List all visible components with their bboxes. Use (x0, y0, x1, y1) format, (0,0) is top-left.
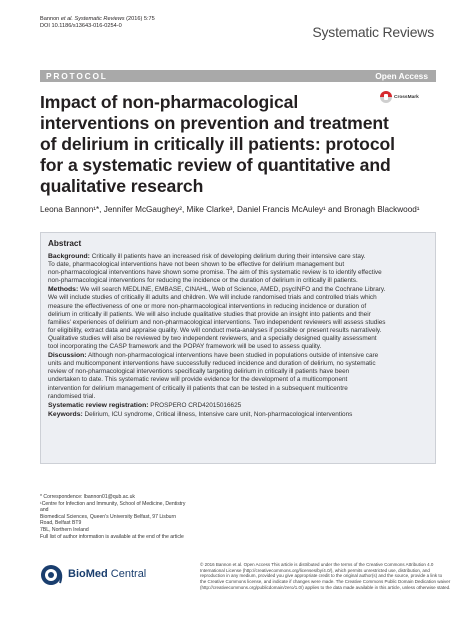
citation-journal: et al. Systematic Reviews (60, 16, 125, 22)
background-text: Critically ill patients have an increased risk of developing delirium during their intensive care stay. (89, 253, 366, 260)
abstract-keywords (48, 411, 430, 419)
background-text: non-pharmacological interventions have shown some promise. The aim of this systematic review is to identify effective (48, 269, 382, 277)
methods-text: families' experiences of delirium and non-pharmacological interventions. Two independent reviewers will assess studies (48, 318, 386, 326)
abstract-body (48, 253, 430, 420)
biomed-central-logo-icon (40, 563, 66, 587)
journal-name: Systematic Reviews (312, 24, 434, 40)
keywords-label: Keywords: (48, 410, 83, 418)
discussion-text: intervention for delirium management of critically ill patients that can be tested in a subsequent multicentre (48, 384, 348, 392)
methods-text: delirium in critically ill patients. We will also include qualitative studies that provide an insight into patients and their (48, 310, 371, 318)
article-type-banner (40, 70, 436, 82)
license-line: International License (http://creativecommons.org/licenses/by/4.0/), which permits unrestricted use, distribution, and (200, 567, 430, 573)
discussion-text: undertaken to date. This systematic review will provide evidence for the development of a multicomponent (48, 376, 348, 384)
citation-authors: Bannon (40, 16, 61, 22)
author-list: Leona Bannon¹*, Jennifer McGaughey², Mike Clarke³, Daniel Francis McAuley¹ and Bronagh Blackwood¹ (40, 205, 420, 214)
publisher-name-regular: Central (107, 568, 147, 580)
abstract-box (40, 232, 436, 464)
methods-text: tool incorporating the CASP framework and the POPAY framework will be used to assess quality. (48, 343, 322, 351)
footnotes (40, 494, 190, 540)
abstract-methods (48, 286, 430, 351)
methods-text: We will search MEDLINE, EMBASE, CINAHL, Web of Science, AMED, psycINFO and the Cochrane Library. (78, 286, 386, 294)
registration-id: PROSPERO CRD42015016625 (148, 401, 242, 409)
citation-line-1 (40, 16, 155, 23)
affiliation-line: 7BL, Northern Ireland (40, 526, 89, 533)
open-access-label: Open Access (375, 71, 428, 81)
methods-label: Methods: (48, 286, 79, 294)
background-label: Background: (48, 253, 90, 260)
methods-text: Qualitative studies will also be reviewed by two independent reviewers, and a specially designed quality assessment (48, 334, 377, 342)
crossmark-label: CrossMark (394, 94, 419, 100)
license-line: reproduction in any medium, provided you give appropriate credit to the original author(s) and the source, provide a link to (200, 573, 443, 579)
affiliation-line: ¹Centre for Infection and Immunity, School of Medicine, Dentistry and (40, 500, 186, 514)
keywords-text: Delirium, ICU syndrome, Critical illness, Intensive care unit, Non-pharmacological interventions (82, 410, 353, 418)
discussion-text: units and multicomponent interventions have successfully reduced incidence and duration of delirium, no systematic (48, 360, 376, 368)
crossmark-icon (380, 91, 392, 103)
discussion-text: randomised trial. (48, 392, 96, 400)
citation-volume: (2016) 5:75 (124, 16, 155, 22)
publisher-name-bold: BioMed (68, 568, 108, 580)
title-line: Impact of non-pharmacological (40, 92, 299, 112)
abstract-heading: Abstract (48, 239, 82, 248)
background-text: To date, pharmacological interventions have not been shown to be effective for delirium management but (48, 261, 345, 269)
publisher-name (68, 568, 146, 580)
abstract-discussion (48, 352, 430, 401)
license-line: (http://creativecommons.org/publicdomain/zero/1.0/) applies to the data made available in this article, unless otherwise stated. (200, 584, 451, 590)
affiliation-line: Biomedical Sciences, Queen's University Belfast, 97 Lisburn Road, Belfast BT9 (40, 513, 177, 527)
article-type-label: PROTOCOL (46, 71, 108, 81)
crossmark-badge[interactable] (380, 91, 419, 103)
methods-text: We will include studies of critically ill adults and children. We will include randomised trials and controlled trials which (48, 294, 377, 302)
abstract-registration (48, 402, 430, 410)
discussion-text: Although non-pharmacological interventions have been studied in populations outside of intensive care (86, 352, 379, 360)
abstract-background (48, 253, 430, 285)
title-line: interventions on prevention and treatment (40, 113, 389, 133)
license-line: © 2016 Bannon et al. Open Access This article is distributed under the terms of the Creative Commons Attribution 4.0 (200, 562, 434, 567)
author-info-note: Full list of author information is available at the end of the article (40, 533, 184, 540)
citation-block (40, 16, 155, 31)
biomed-central-logo (40, 563, 180, 587)
discussion-label: Discussion: (48, 352, 87, 360)
methods-text: for eligibility, extract data and appraise quality. We will conduct meta-analyses if possible or present results narratively. (48, 326, 382, 334)
title-line: qualitative research (40, 176, 204, 196)
methods-text: measure the effectiveness of one or more non-pharmacological interventions in reducing incidence or duration of (48, 302, 367, 310)
registration-label: Systematic review registration: (48, 401, 149, 409)
title-line: for a systematic review of quantitative and (40, 155, 391, 175)
article-title (40, 92, 395, 197)
license-statement (200, 562, 451, 591)
citation-doi[interactable]: DOI 10.1186/s13643-016-0254-0 (40, 23, 122, 30)
background-text: non-pharmacological interventions for reducing the incidence or the duration of delirium in critically ill patients. (48, 277, 358, 285)
license-line: the Creative Commons license, and indicate if changes were made. The Creative Commons Public Domain Dedication waiver (200, 579, 451, 585)
title-line: of delirium in critically ill patients: protocol (40, 134, 395, 154)
discussion-text: review of non-pharmacological interventions specifically targeting delirium in critically ill patients have been (48, 368, 350, 376)
correspondence-note[interactable]: * Correspondence: lbannon01@qub.ac.uk (40, 494, 135, 500)
